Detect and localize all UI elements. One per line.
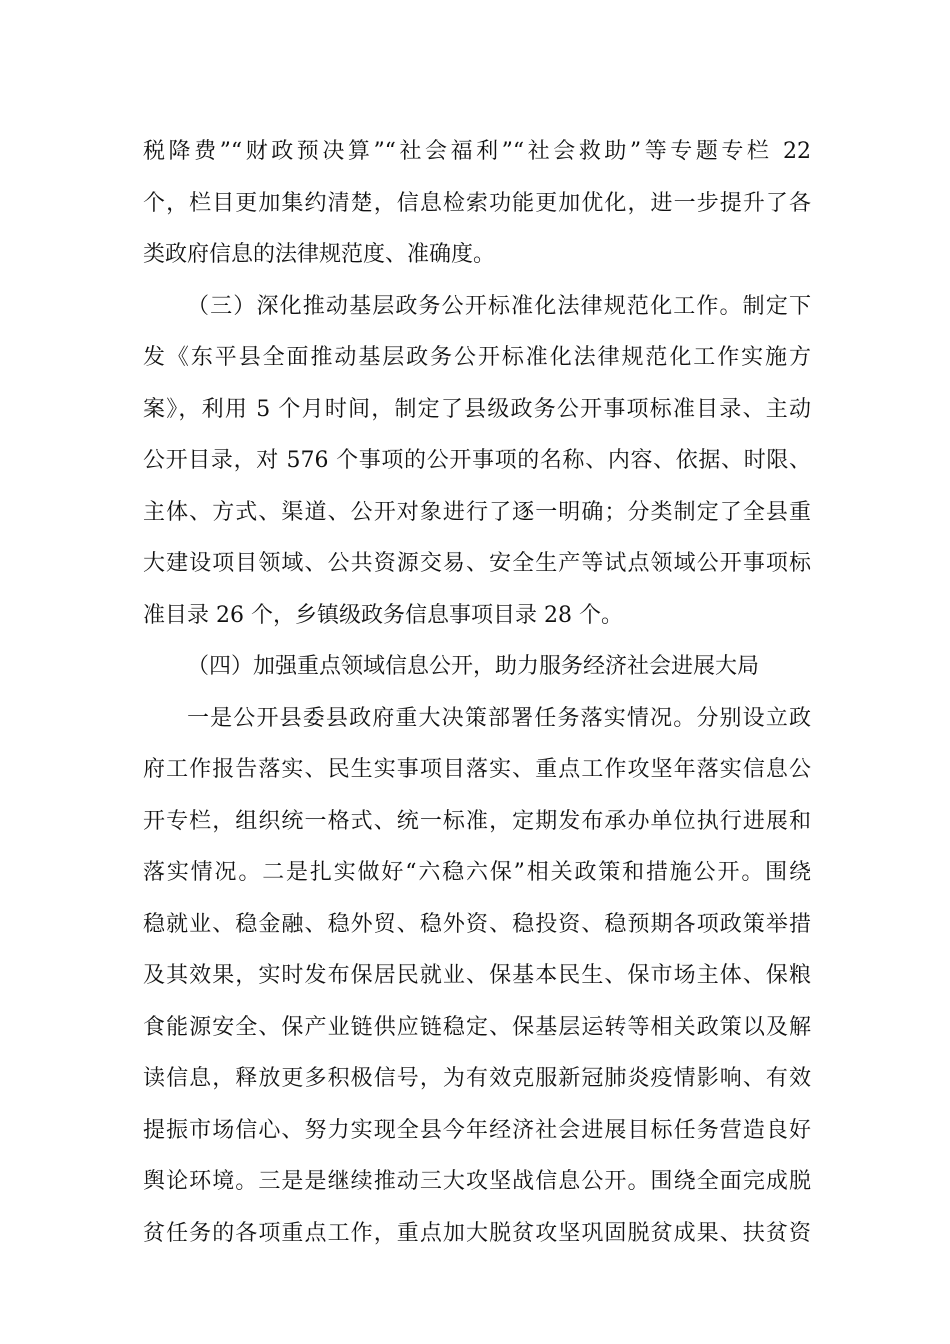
document-body — [143, 126, 811, 1259]
text-line: 类政府信息的法律规范度、准确度。 — [143, 242, 496, 267]
text-line: 贫任务的各项重点工作，重点加大脱贫攻坚巩固脱贫成果、扶贫资 — [143, 1220, 811, 1246]
paragraph-section-4-body — [143, 693, 811, 1260]
text-line: 府工作报告落实、民生实事项目落实、重点工作攻坚年落实信息公 — [143, 757, 811, 782]
text-line: 读信息，释放更多积极信号，为有效克服新冠肺炎疫情影响、有效 — [143, 1066, 811, 1091]
text-line: 落实情况。二是扎实做好“六稳六保”相关政策和措施公开。围绕 — [143, 860, 811, 885]
section-heading-line: （三）深化推动基层政务公开标准化法律规范化工作。制定下 — [187, 293, 811, 319]
text-line: 个，栏目更加集约清楚，信息检索功能更加优化，进一步提升了各 — [143, 190, 811, 216]
paragraph-section-3 — [143, 281, 811, 642]
text-line: 稳就业、稳金融、稳外贸、稳外资、稳投资、稳预期各项政策举措 — [143, 911, 811, 937]
text-line: 舆论环境。三是是继续推动三大攻坚战信息公开。围绕全面完成脱 — [143, 1169, 811, 1194]
text-line: 主体、方式、渠道、公开对象进行了逐一明确；分类制定了全县重 — [143, 499, 811, 525]
text-line: 案》，利用 5 个月时间，制定了县级政务公开事项标准目录、主动 — [143, 396, 811, 422]
text-line: 开专栏，组织统一格式、统一标准，定期发布承办单位执行进展和 — [143, 808, 811, 834]
section-heading: （四）加强重点领域信息公开，助力服务经济社会进展大局 — [187, 654, 760, 679]
text-line: 税降费”“财政预决算”“社会福利”“社会救助”等专题专栏 22 — [143, 139, 811, 164]
text-line: 及其效果，实时发布保居民就业、保基本民生、保市场主体、保粮 — [143, 963, 811, 988]
text-line: 发《东平县全面推动基层政务公开标准化法律规范化工作实施方 — [143, 345, 811, 370]
paragraph-section-4-heading — [143, 641, 811, 693]
text-line: 提振市场信心、努力实现全县今年经济社会进展目标任务营造良好 — [143, 1117, 811, 1143]
paragraph-1 — [143, 126, 811, 281]
text-line: 公开目录，对 576 个事项的公开事项的名称、内容、依据、时限、 — [143, 448, 811, 473]
text-line: 准目录 26 个，乡镇级政务信息事项目录 28 个。 — [143, 602, 623, 628]
text-line: 大建设项目领域、公共资源交易、安全生产等试点领域公开事项标 — [143, 551, 811, 576]
text-line: 食能源安全、保产业链供应链稳定、保基层运转等相关政策以及解 — [143, 1014, 811, 1040]
text-line: 一是公开县委县政府重大决策部署任务落实情况。分别设立政 — [187, 705, 811, 731]
